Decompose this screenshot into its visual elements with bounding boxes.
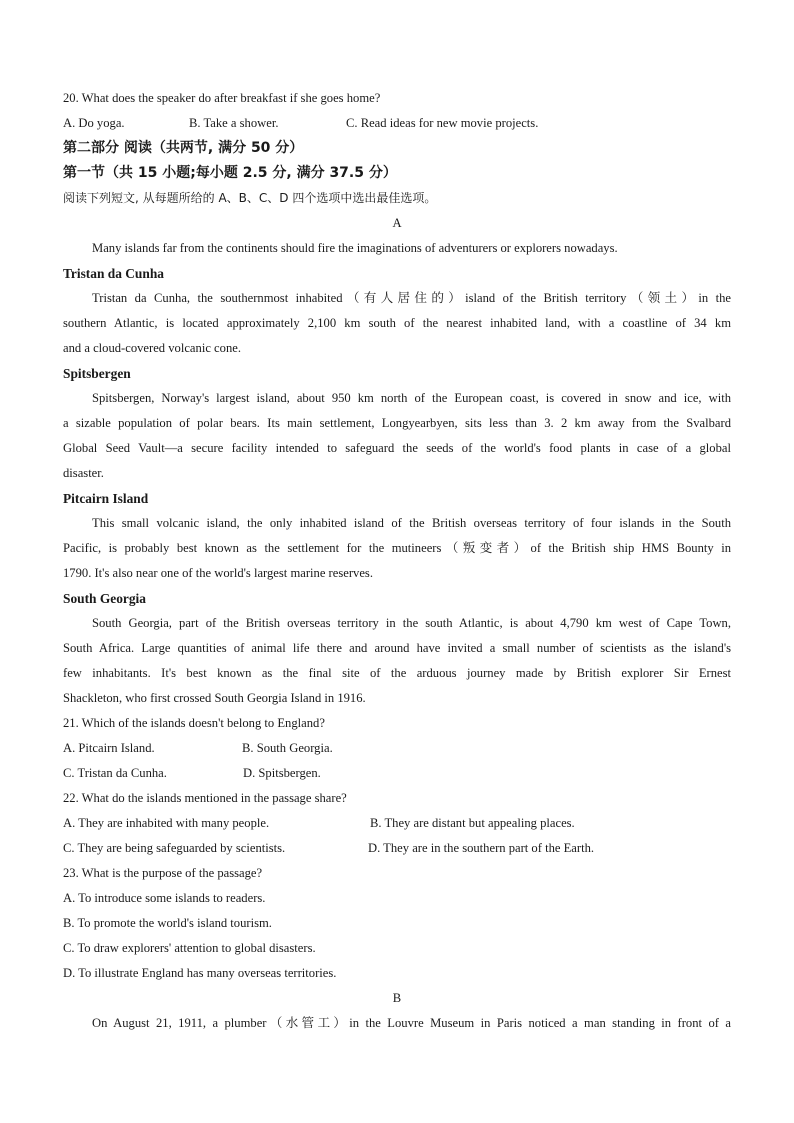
q22-option-c[interactable]: C. They are being safeguarded by scientists.	[63, 841, 286, 855]
island-heading-south-georgia: South Georgia	[63, 591, 146, 606]
question-22-options-row-2	[63, 836, 731, 861]
question-22-options-row-1	[63, 811, 731, 836]
tristan-line-3: and a cloud-covered volcanic cone.	[63, 341, 241, 355]
q23-option-a[interactable]: A. To introduce some islands to readers.	[63, 891, 266, 905]
q21-option-c[interactable]: C. Tristan da Cunha.	[63, 766, 167, 780]
south-georgia-line-1: South Georgia, part of the British overseas territory in the south Atlantic, is about 4,790 km west of Cape Town,	[92, 616, 731, 630]
south-georgia-line-4: Shackleton, who first crossed South Georgia Island in 1916.	[63, 691, 366, 705]
pitcairn-line-1: This small volcanic island, the only inhabited island of the British overseas territory of four islands in the South	[92, 516, 731, 530]
island-heading-pitcairn: Pitcairn Island	[63, 491, 149, 506]
tristan-line-1: Tristan da Cunha, the southernmost inhabited（有人居住的）island of the British territory（领土）in the	[92, 291, 731, 305]
question-20-options	[63, 111, 731, 136]
q20-option-b[interactable]: B. Take a shower.	[189, 116, 279, 130]
q22-option-a[interactable]: A. They are inhabited with many people.	[63, 816, 270, 830]
q22-option-b[interactable]: B. They are distant but appealing places.	[370, 816, 575, 830]
passage-b-first-line: On August 21, 1911, a plumber（水管工）in the Louvre Museum in Paris noticed a man standing in front of a	[92, 1016, 731, 1030]
q20-option-a[interactable]: A. Do yoga.	[63, 116, 125, 130]
spitsbergen-line-2: a sizable population of polar bears. Its main settlement, Longyearbyen, sits less than 3. 2 km away from the Svalbard	[63, 416, 731, 430]
q23-option-b[interactable]: B. To promote the world's island tourism.	[63, 916, 272, 930]
south-georgia-line-3: few inhabitants. It's best known as the final site of the arduous journey made by British explorer Sir Ernest	[63, 666, 731, 680]
part-2-heading: 第二部分 阅读（共两节, 满分 50 分）	[63, 140, 304, 156]
passage-a-label: A	[392, 216, 402, 230]
spitsbergen-line-1: Spitsbergen, Norway's largest island, about 950 km north of the European coast, is covered in snow and ice, with	[92, 391, 731, 405]
q20-option-c[interactable]: C. Read ideas for new movie projects.	[346, 116, 539, 130]
south-georgia-line-2: South Africa. Large quantities of animal life there and around have invited a small number of scientists as the island's	[63, 641, 731, 655]
question-21-stem: 21. Which of the islands doesn't belong to England?	[63, 716, 325, 730]
q21-option-d[interactable]: D. Spitsbergen.	[243, 766, 321, 780]
spitsbergen-line-3: Global Seed Vault—a secure facility intended to safeguard the seeds of the world's food plants in case of a global	[63, 441, 731, 455]
pitcairn-line-2: Pacific, is probably best known as the settlement for the mutineers（叛变者）of the British ship HMS Bounty in	[63, 541, 731, 555]
reading-instruction: 阅读下列短文, 从每题所给的 A、B、C、D 四个选项中选出最佳选项。	[63, 191, 437, 205]
q23-option-c[interactable]: C. To draw explorers' attention to global disasters.	[63, 941, 316, 955]
question-21-options-row-1	[63, 736, 731, 761]
island-heading-tristan: Tristan da Cunha	[63, 266, 164, 281]
spitsbergen-line-4: disaster.	[63, 466, 104, 480]
section-1-heading: 第一节（共 15 小题;每小题 2.5 分, 满分 37.5 分）	[63, 165, 397, 181]
question-21-options-row-2	[63, 761, 731, 786]
tristan-line-2: southern Atlantic, is located approximately 2,100 km south of the nearest inhabited land, with a coastline of 34 km	[63, 316, 731, 330]
question-23-stem: 23. What is the purpose of the passage?	[63, 866, 263, 880]
question-20-stem: 20. What does the speaker do after breakfast if she goes home?	[63, 91, 381, 105]
passage-b-label: B	[392, 991, 402, 1005]
q21-option-b[interactable]: B. South Georgia.	[242, 741, 333, 755]
q22-option-d[interactable]: D. They are in the southern part of the Earth.	[368, 841, 595, 855]
q23-option-d[interactable]: D. To illustrate England has many overseas territories.	[63, 966, 337, 980]
passage-a-intro: Many islands far from the continents should fire the imaginations of adventurers or explorers nowadays.	[92, 241, 618, 255]
pitcairn-line-3: 1790. It's also near one of the world's largest marine reserves.	[63, 566, 373, 580]
q21-option-a[interactable]: A. Pitcairn Island.	[63, 741, 155, 755]
exam-page	[63, 86, 731, 1036]
island-heading-spitsbergen: Spitsbergen	[63, 366, 131, 381]
question-22-stem: 22. What do the islands mentioned in the passage share?	[63, 791, 347, 805]
